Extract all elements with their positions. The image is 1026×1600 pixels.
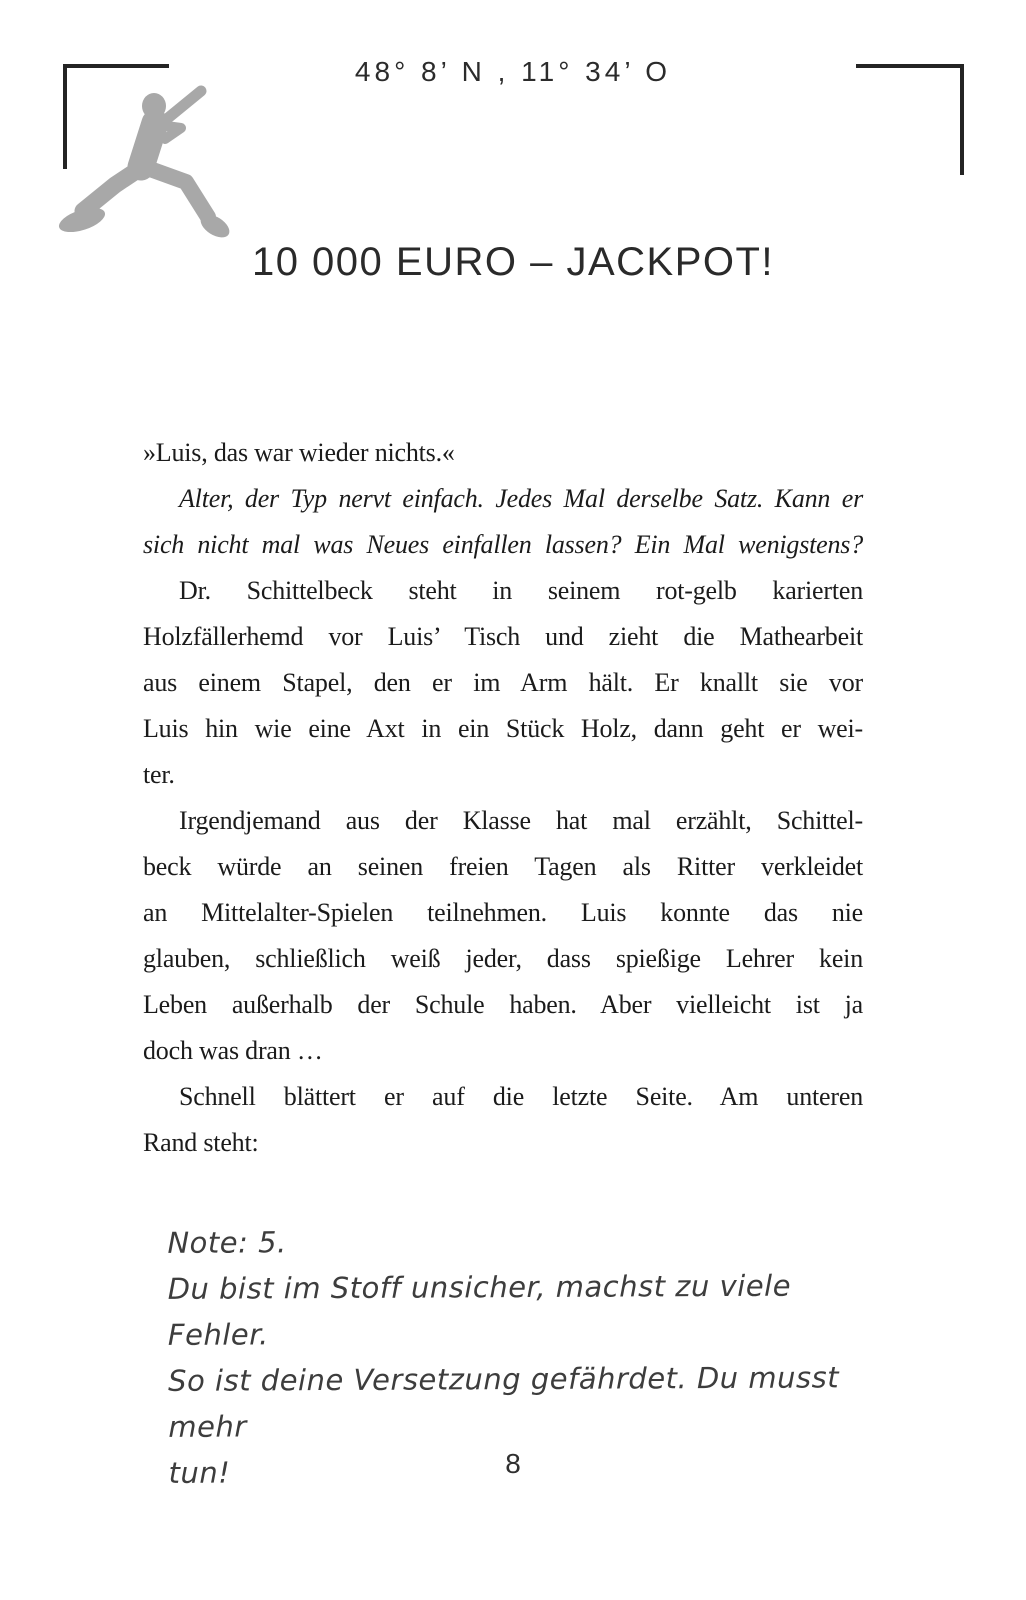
text-line: Luis hin wie eine Axt in ein Stück Holz, dann geht er wei- <box>143 714 863 743</box>
note-line: Note: 5. <box>167 1225 287 1260</box>
chapter-title: 10 000 EURO – JACKPOT! <box>251 240 775 284</box>
text-line: beck würde an seinen freien Tagen als Ritter verkleidet <box>143 852 863 881</box>
paragraph <box>143 430 863 476</box>
text-line: Dr. Schittelbeck steht in seinem rot-gelb karierten <box>179 576 863 605</box>
paragraph <box>143 798 863 1074</box>
header-coordinates: 48° 8’ N , 11° 34’ O <box>354 56 672 87</box>
note-line: tun! <box>168 1455 231 1490</box>
text-line: Alter, der Typ nervt einfach. Jedes Mal derselbe Satz. Kann er <box>179 484 863 513</box>
text-line: doch was dran … <box>143 1036 323 1065</box>
text-line: aus einem Stapel, den er im Arm hält. Er knallt sie vor <box>143 668 863 697</box>
paragraph <box>143 568 863 798</box>
note-line: Du bist im Stoff unsicher, machst zu viele Fehler. <box>167 1268 792 1352</box>
text-line: ter. <box>143 760 175 789</box>
text-line: »Luis, das war wieder nichts.« <box>143 438 455 467</box>
text-line: sich nicht mal was Neues einfallen lassen? Ein Mal wenigstens? <box>143 530 863 559</box>
paragraph <box>143 1074 863 1166</box>
text-line: Rand steht: <box>143 1128 259 1157</box>
note-line: So ist deine Versetzung gefährdet. Du musst mehr <box>168 1360 840 1444</box>
paragraph <box>143 476 863 568</box>
text-line: Leben außerhalb der Schule haben. Aber vielleicht ist ja <box>143 990 863 1019</box>
text-line: Irgendjemand aus der Klasse hat mal erzählt, Schittel- <box>179 806 863 835</box>
text-line: glauben, schließlich weiß jeder, dass spießige Lehrer kein <box>143 944 863 973</box>
leaping-person-icon <box>55 83 240 245</box>
body-text <box>143 430 863 1166</box>
text-line: Schnell blättert er auf die letzte Seite. Am unteren <box>179 1082 863 1111</box>
text-line: an Mittelalter-Spielen teilnehmen. Luis konnte das nie <box>143 898 863 927</box>
page-number: 8 <box>505 1448 521 1479</box>
text-line: Holzfällerhemd vor Luis’ Tisch und zieht die Mathearbeit <box>143 622 863 651</box>
